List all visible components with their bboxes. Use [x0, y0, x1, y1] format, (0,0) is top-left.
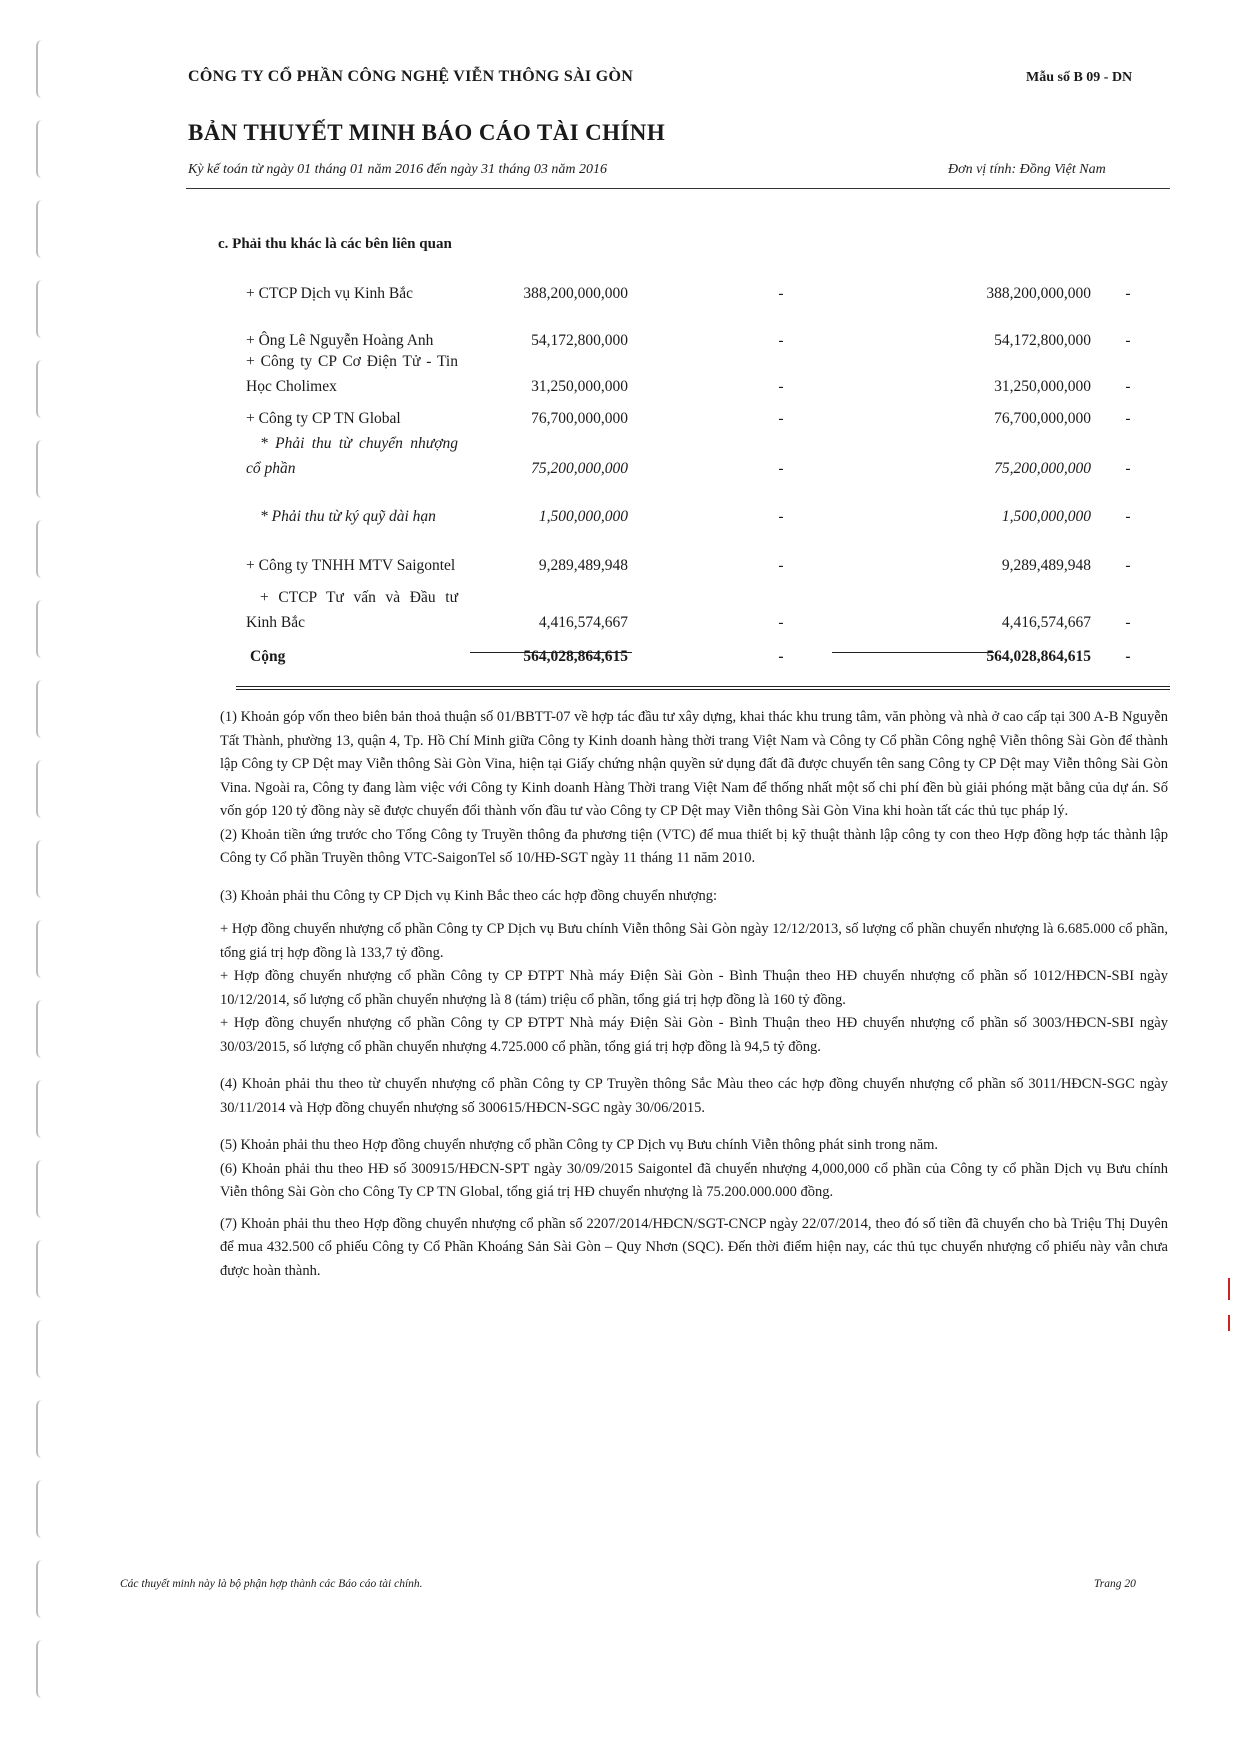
table-row [236, 431, 1170, 481]
subtotal-underline [470, 652, 632, 653]
cell-value: - [1125, 614, 1131, 631]
table-row [236, 529, 1170, 578]
row-label: + Công ty CP Cơ Điện Tử - Tin Học Cholimex [246, 353, 458, 395]
cell-value: - [778, 332, 784, 349]
notes-section [220, 706, 1168, 1283]
cell-value: 75,200,000,000 [531, 460, 628, 477]
table-row [236, 282, 1170, 306]
cell-value: - [778, 460, 784, 477]
table-row [236, 578, 1170, 635]
cell-value: - [1125, 410, 1131, 427]
total-label: Cộng [250, 648, 286, 665]
cell-value: 4,416,574,667 [538, 614, 628, 631]
note-2: (2) Khoản tiền ứng trước cho Tổng Công ty Truyền thông đa phương tiện (VTC) để mua thiết bị kỹ thuật thành lập công ty con theo Hợp đồng hợp tác thành lập Công ty Cổ phần Truyền thông VTC-SaigonTel số 10/HĐ-SGT ngày 11 tháng 11 năm 2010. [220, 826, 1168, 866]
scan-edge-mark [1228, 1315, 1230, 1331]
cell-value: 9,289,489,948 [1001, 557, 1091, 574]
cell-value: - [778, 614, 784, 631]
note-7: (7) Khoản phải thu theo Hợp đồng chuyển nhượng cổ phần số 2207/2014/HĐCN/SGT-CNCP ngày 22/07/2014, theo đó số tiền đã chuyển cho bà Triệu Thị Duyên để mua 432.500 cổ phiếu Công ty Cổ Phần Khoáng Sản Sài Gòn – Quy Nhơn (SQC). Đến thời điểm hiện nay, các thủ tục chuyển nhượng cổ phiếu này vẫn chưa được hoàn thành. [220, 1215, 1168, 1279]
footer-note: Các thuyết minh này là bộ phận hợp thành các Báo cáo tài chính. [120, 1578, 423, 1590]
cell-value: - [778, 557, 784, 574]
cell-value: 75,200,000,000 [994, 460, 1091, 477]
company-name: CÔNG TY CỔ PHẦN CÔNG NGHỆ VIỄN THÔNG SÀI GÒN [188, 68, 634, 85]
cell-value: - [1125, 557, 1131, 574]
row-label: + CTCP Tư vấn và Đầu tư Kinh Bắc [246, 589, 458, 631]
cell-value: 54,172,800,000 [531, 332, 628, 349]
total-value: - [1125, 648, 1131, 665]
note-1: (1) Khoản góp vốn theo biên bản thoả thuận số 01/BBTT-07 về hợp tác đầu tư xây dựng, khai thác khu trung tâm, văn phòng và nhà ở cao cấp tại 300 A-B Nguyễn Tất Thành, phường 13, quận 4, Tp. Hồ Chí Minh giữa Công ty Kinh doanh hàng thời trang Việt Nam và Công ty Cổ phần Công nghệ Viễn thông Sài Gòn để thành lập Công ty CP Dệt may Viễn thông Sài Gòn Vina, hiện tại Giấy chứng nhận quyền sử dụng đất đã được chuyển tên sang Công ty CP Dệt may Viễn thông Sài Gòn Vina. Ngoài ra, Công ty đang làm việc với Công ty Kinh doanh Hàng Thời trang Việt Nam để thống nhất một số chi phí đền bù giải phóng mặt bằng của dự án. Số vốn góp 120 tỷ đồng này sẽ được chuyển đổi thành vốn đầu tư vào Công ty CP Dệt may Viễn thông Sài Gòn Vina khi hoàn tất các thủ tục pháp lý. [220, 709, 1168, 819]
table-row [236, 353, 1170, 399]
note-3-item: + Hợp đồng chuyển nhượng cổ phần Công ty CP ĐTPT Nhà máy Điện Sài Gòn - Bình Thuận theo HĐ chuyển nhượng cổ phần số 3003/HĐCN-SBI ngày 30/03/2015, số lượng cổ phần chuyển nhượng 4.725.000 cổ phần, tổng giá trị hợp đồng là 94,5 tỷ đồng. [220, 1015, 1168, 1055]
cell-value: 388,200,000,000 [986, 285, 1091, 302]
cell-value: 1,500,000,000 [1001, 508, 1091, 525]
row-label: * Phải thu từ ký quỹ dài hạn [260, 508, 436, 525]
cell-value: - [778, 508, 784, 525]
section-title: c. Phải thu khác là các bên liên quan [218, 236, 452, 252]
note-3-item: + Hợp đồng chuyển nhượng cổ phần Công ty CP Dịch vụ Bưu chính Viễn thông Sài Gòn ngày 12/12/2013, số lượng cổ phần chuyển nhượng là 6.685.000 cổ phần, tổng giá trị hợp đồng là 133,7 tỷ đồng. [220, 921, 1168, 961]
cell-value: 31,250,000,000 [994, 378, 1091, 395]
cell-value: 1,500,000,000 [538, 508, 628, 525]
binding-margin [30, 30, 52, 1720]
cell-value: 9,289,489,948 [538, 557, 628, 574]
row-label: + CTCP Dịch vụ Kinh Bắc [246, 285, 414, 302]
cell-value: 388,200,000,000 [523, 285, 628, 302]
receivables-table [236, 282, 1170, 669]
cell-value: - [1125, 460, 1131, 477]
accounting-period: Kỳ kế toán từ ngày 01 tháng 01 năm 2016 đến ngày 31 tháng 03 năm 2016 [188, 162, 608, 177]
table-row [236, 481, 1170, 529]
table-total-row [236, 635, 1170, 669]
note-3-item: + Hợp đồng chuyển nhượng cổ phần Công ty CP ĐTPT Nhà máy Điện Sài Gòn - Bình Thuận theo HĐ chuyển nhượng cổ phần số 1012/HĐCN-SBI ngày 10/12/2014, số lượng cổ phần chuyển nhượng là 8 (tám) triệu cổ phần, tổng giá trị hợp đồng là 160 tỷ đồng. [220, 968, 1168, 1008]
cell-value: - [1125, 285, 1131, 302]
note-6: (6) Khoản phải thu theo HĐ số 300915/HĐCN-SPT ngày 30/09/2015 Saigontel đã chuyển nhượng 4,000,000 cổ phần của Công ty cổ phần Dịch vụ Bưu chính Viễn thông Sài Gòn cho Công Ty CP TN Global, tổng giá trị HĐ chuyển nhượng là 75.200.000.000 đồng. [220, 1160, 1168, 1200]
subtotal-underline [832, 652, 994, 653]
row-label: + Công ty TNHH MTV Saigontel [246, 557, 456, 574]
scan-edge-mark [1228, 1278, 1230, 1300]
cell-value: 31,250,000,000 [531, 378, 628, 395]
document-title: BẢN THUYẾT MINH BÁO CÁO TÀI CHÍNH [188, 120, 666, 145]
cell-value: 4,416,574,667 [1001, 614, 1091, 631]
currency-unit: Đơn vị tính: Đồng Việt Nam [948, 162, 1106, 177]
cell-value: - [1125, 508, 1131, 525]
note-4: (4) Khoản phải thu theo từ chuyển nhượng cổ phần Công ty CP Truyền thông Sắc Màu theo các hợp đồng chuyển nhượng cổ phần số 3011/HĐCN-SGC ngày 30/11/2014 và Hợp đồng chuyển nhượng số 300615/HĐCN-SGC ngày 30/06/2015. [220, 1076, 1168, 1116]
table-row [236, 399, 1170, 431]
cell-value: 54,172,800,000 [994, 332, 1091, 349]
cell-value: - [778, 378, 784, 395]
table-row [236, 306, 1170, 353]
total-rule [236, 689, 1170, 690]
row-label: + Công ty CP TN Global [246, 410, 401, 427]
total-value: 564,028,864,615 [986, 648, 1091, 665]
total-value: 564,028,864,615 [523, 648, 628, 665]
header-divider [186, 188, 1170, 189]
total-value: - [778, 648, 784, 665]
note-5: (5) Khoản phải thu theo Hợp đồng chuyển nhượng cổ phần Công ty CP Dịch vụ Bưu chính Viễn thông phát sinh trong năm. [220, 1137, 939, 1153]
cell-value: - [1125, 332, 1131, 349]
page-number: Trang 20 [1094, 1578, 1136, 1590]
row-label: + Ông Lê Nguyễn Hoàng Anh [246, 332, 434, 349]
cell-value: - [1125, 378, 1131, 395]
row-label: * Phải thu từ chuyển nhượng cổ phần [246, 435, 458, 477]
cell-value: - [778, 285, 784, 302]
note-3: (3) Khoản phải thu Công ty CP Dịch vụ Kinh Bắc theo các hợp đồng chuyển nhượng: [220, 887, 718, 904]
total-rule [236, 686, 1170, 687]
cell-value: 76,700,000,000 [994, 410, 1091, 427]
form-number: Mẫu số B 09 - DN [1026, 70, 1133, 85]
cell-value: 76,700,000,000 [531, 410, 628, 427]
cell-value: - [778, 410, 784, 427]
